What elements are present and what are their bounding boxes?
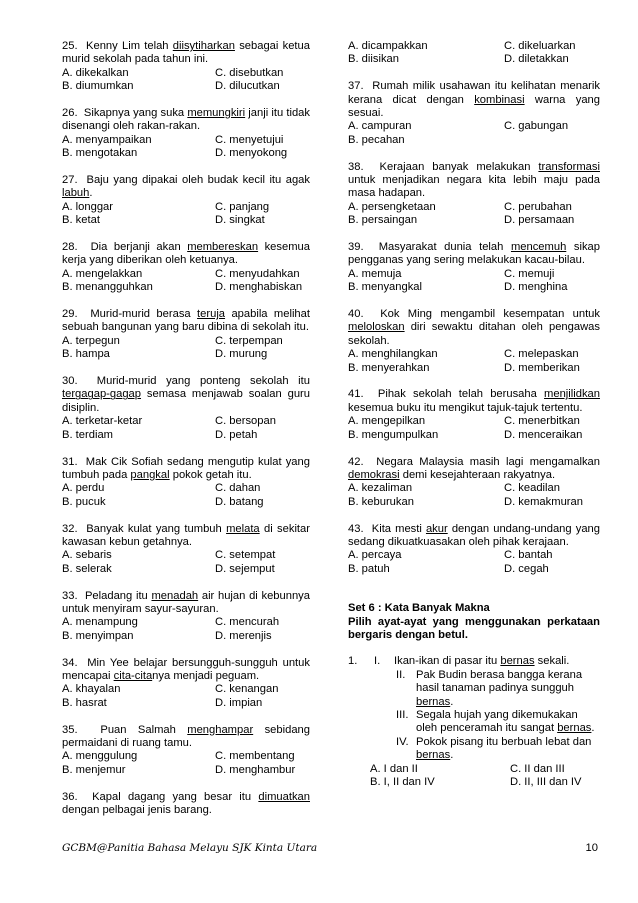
answer-option: A. percaya <box>348 549 402 562</box>
question-stem <box>62 657 310 684</box>
answer-option: A. terketar-ketar <box>62 415 143 428</box>
question-number: 29. <box>62 308 91 321</box>
answer-option: D. batang <box>215 495 264 508</box>
question <box>62 174 310 228</box>
question <box>348 655 600 789</box>
answer-option: D. menghabiskan <box>215 281 303 294</box>
answer-option: D. II, III dan IV <box>510 776 582 789</box>
footer-credit: GCBM@Panitia Bahasa Melayu SJK Kinta Utara <box>62 842 318 854</box>
question <box>348 80 600 147</box>
answer-options <box>62 335 310 362</box>
question-stem <box>62 590 310 617</box>
question-stem <box>62 107 310 134</box>
answer-option: A. khayalan <box>62 683 121 696</box>
stem-text: sebidang permaidani di ruang tamu. <box>62 723 310 749</box>
answer-option: D. persamaan <box>504 214 575 227</box>
question-stem <box>62 308 310 335</box>
underlined-word: diisytiharkan <box>172 40 235 52</box>
answer-option: B. persaingan <box>348 214 418 227</box>
stem-text: . <box>89 187 93 200</box>
answer-options <box>348 549 600 576</box>
answer-option: C. setempat <box>215 549 276 562</box>
question-number: 37. <box>348 80 373 93</box>
question-stem <box>62 40 310 67</box>
answer-options <box>348 120 600 147</box>
statement-text <box>416 736 600 763</box>
question-number: 34. <box>62 656 88 669</box>
question-stem <box>62 456 310 483</box>
question <box>62 791 310 818</box>
answer-option: A. campuran <box>348 120 412 133</box>
stem-text: Kenny Lim telah <box>86 40 173 52</box>
stem-text: Dia berjanji akan <box>90 241 188 254</box>
answer-options <box>62 134 310 161</box>
stem-text: dengan undang-undang yang sedang dikuatkuasakan oleh pihak kerajaan. <box>348 522 600 548</box>
question-number: 27. <box>62 174 87 187</box>
question <box>62 657 310 711</box>
stem-text: Murid-murid yang ponteng sekolah itu <box>96 375 310 388</box>
question-stem <box>62 724 310 751</box>
underlined-word: menghampar <box>187 723 254 736</box>
statement <box>374 655 600 668</box>
answer-option: C. menyetujui <box>215 133 284 146</box>
question-stem <box>348 456 600 483</box>
question-stem <box>348 308 600 348</box>
answer-options <box>62 67 310 94</box>
stem-text: Pihak sekolah telah berusaha <box>377 388 545 401</box>
question-number: 36. <box>62 790 93 803</box>
stem-text: Ikan-ikan di pasar itu <box>394 655 501 668</box>
answer-option: D. memberikan <box>504 361 580 374</box>
answer-option: C. II dan III <box>510 762 565 775</box>
question-row <box>348 655 600 762</box>
stem-text: Puan Salmah <box>100 723 188 736</box>
answer-option: A. mengelakkan <box>62 267 143 280</box>
answer-option: A. kezaliman <box>348 482 413 495</box>
stem-text: Masyarakat dunia telah <box>378 241 511 254</box>
question <box>62 590 310 644</box>
stem-text: dengan pelbagai jenis barang. <box>62 803 212 816</box>
underlined-word: demokrasi <box>348 468 400 481</box>
underlined-word: memungkiri <box>187 107 246 120</box>
stem-text: Segala hujah yang dikemukakan oleh penceramah itu sangat <box>416 708 578 735</box>
answer-option: D. kemakmuran <box>504 495 583 508</box>
answer-option: B. menyerahkan <box>348 361 430 374</box>
answer-option: B. keburukan <box>348 495 414 508</box>
question-stem <box>348 388 600 415</box>
answer-option: C. bersopan <box>215 415 276 428</box>
answer-option: A. I dan II <box>370 762 418 775</box>
question-number: 28. <box>62 241 91 254</box>
answer-option: D. menghambur <box>215 763 296 776</box>
answer-option: A. memuja <box>348 267 402 280</box>
underlined-word: pangkal <box>130 468 170 481</box>
stem-text: semasa menjawab soalan guru disiplin. <box>62 388 310 414</box>
question-number: 43. <box>348 522 372 535</box>
statement-list <box>374 655 600 762</box>
question-stem <box>62 791 310 818</box>
stem-text: Peladang itu <box>84 589 152 602</box>
answer-option: D. menceraikan <box>504 428 583 441</box>
question-number: 35. <box>62 723 101 736</box>
statement <box>396 669 600 709</box>
answer-option: B. terdiam <box>62 428 113 441</box>
question-number: 39. <box>348 241 379 254</box>
underlined-word: labuh <box>62 187 90 200</box>
answer-option: D. cegah <box>504 562 549 575</box>
answer-option: B. menyimpan <box>62 629 134 642</box>
answer-options <box>62 482 310 509</box>
stem-text: diri sewaktu ditahan oleh pengawas sekolah. <box>348 321 600 347</box>
statement-text <box>394 655 600 668</box>
answer-option: C. menyudahkan <box>215 267 300 280</box>
stem-text: Baju yang dipakai oleh budak kecil itu agak <box>86 174 310 187</box>
answer-option: A. menghilangkan <box>348 348 438 361</box>
answer-option: A. longgar <box>62 200 113 213</box>
roman-numeral: I. <box>374 655 381 668</box>
question-stem <box>62 523 310 550</box>
answer-option: D. petah <box>215 428 258 441</box>
answer-option: B. selerak <box>62 562 112 575</box>
question-number: 25. <box>62 40 87 52</box>
answer-option: C. melepaskan <box>504 348 579 361</box>
answer-option: A. menggulung <box>62 750 138 763</box>
answer-option: D. menyokong <box>215 147 288 160</box>
question-continued <box>348 40 600 67</box>
stem-text: Kapal dagang yang besar itu <box>92 790 259 803</box>
answer-option: B. pucuk <box>62 495 106 508</box>
page-footer <box>62 842 598 858</box>
answer-option: C. perubahan <box>504 200 572 213</box>
stem-text: untuk menjadikan negara kita lebih maju pada masa hadapan. <box>348 174 600 200</box>
answer-options <box>62 415 310 442</box>
stem-text: Kita mesti <box>371 522 426 535</box>
underlined-word: melata <box>226 522 260 535</box>
question <box>62 308 310 362</box>
underlined-word: cita-cita <box>113 669 153 682</box>
question-number: 33. <box>62 589 85 602</box>
answer-options <box>62 683 310 710</box>
underlined-word: meloloskan <box>348 321 405 334</box>
answer-option: D. singkat <box>215 214 265 227</box>
question <box>348 523 600 577</box>
stem-text: Sikapnya yang suka <box>83 107 188 120</box>
answer-option: D. sejemput <box>215 562 275 575</box>
answer-option: B. menyangkal <box>348 281 423 294</box>
answer-option: B. menjemur <box>62 763 126 776</box>
underlined-word: teruja <box>197 308 226 321</box>
stem-text: Kerajaan banyak melakukan <box>379 160 539 173</box>
underlined-word: bernas <box>416 749 451 762</box>
answer-option: C. keadilan <box>504 482 560 495</box>
answer-option: B. menangguhkan <box>62 281 153 294</box>
question-stem <box>62 375 310 415</box>
question <box>62 523 310 577</box>
stem-text: . <box>450 695 454 708</box>
roman-numeral: III. <box>396 708 409 721</box>
answer-option: D. dilucutkan <box>215 80 280 93</box>
answer-option: B. I, II dan IV <box>370 776 435 789</box>
answer-option: A. sebaris <box>62 549 112 562</box>
question <box>62 375 310 442</box>
underlined-word: menjilidkan <box>544 388 600 401</box>
underlined-word: kombinasi <box>474 93 525 106</box>
answer-options <box>62 750 310 777</box>
answer-option: A. mengepilkan <box>348 415 426 428</box>
stem-text: demi kesejahteraan rakyatnya. <box>399 468 556 481</box>
underlined-word: transformasi <box>538 160 600 173</box>
answer-option: A. perdu <box>62 482 105 495</box>
stem-text: Pokok pisang itu berbuah lebat dan <box>416 735 592 748</box>
answer-option: B. diumumkan <box>62 80 134 93</box>
answer-option: B. pecahan <box>348 133 405 146</box>
answer-option: B. patuh <box>348 562 390 575</box>
question <box>62 456 310 510</box>
answer-option: B. ketat <box>62 214 100 227</box>
question <box>62 724 310 778</box>
question-number: 41. <box>348 388 378 401</box>
stem-text: Kok Ming mengambil kesempatan untuk <box>380 308 600 321</box>
statement <box>396 736 600 763</box>
question <box>62 40 310 94</box>
underlined-word: akur <box>425 522 448 535</box>
question-stem <box>62 241 310 268</box>
answer-options <box>348 40 600 67</box>
answer-option: C. panjang <box>215 200 270 213</box>
underlined-word: menadah <box>151 589 199 602</box>
answer-option: C. mencurah <box>215 616 280 629</box>
statement-text <box>416 669 600 709</box>
question-stem <box>348 241 600 268</box>
stem-text: Negara Malaysia masih lagi mengamalkan <box>376 455 600 468</box>
underlined-word: bernas <box>557 722 592 735</box>
answer-options <box>62 201 310 228</box>
answer-option: D. menghina <box>504 281 568 294</box>
question-stem <box>62 174 310 201</box>
underlined-word: bernas <box>500 655 535 668</box>
stem-text: janji itu tidak disenangi oleh rakan-rakan. <box>62 107 310 133</box>
answer-option: C. terpempan <box>215 334 283 347</box>
statement <box>396 709 600 736</box>
answer-option: D. murung <box>215 348 268 361</box>
stem-text: . <box>591 722 595 735</box>
stem-text: pokok getah itu. <box>169 468 252 481</box>
answer-option: A. menampung <box>62 616 138 629</box>
page-number: 10 <box>585 842 598 854</box>
section-heading: Set 6 : Kata Banyak Makna <box>348 602 490 615</box>
question <box>348 388 600 442</box>
stem-text: sekali. <box>534 655 570 668</box>
question-stem <box>348 80 600 120</box>
answer-option: D. impian <box>215 696 263 709</box>
stem-text: nya menjadi peguam. <box>152 669 260 682</box>
answer-option: D. diletakkan <box>504 53 569 66</box>
stem-text: di sekitar kawasan kebun getahnya. <box>62 522 310 548</box>
question <box>62 107 310 161</box>
question <box>348 241 600 295</box>
question-number: 1. <box>348 655 358 668</box>
answer-option: B. hampa <box>62 348 110 361</box>
left-column <box>62 40 310 831</box>
underlined-word: dimuatkan <box>258 790 310 803</box>
question <box>348 308 600 375</box>
question-number: 32. <box>62 522 87 535</box>
question <box>348 456 600 510</box>
answer-option: B. diisikan <box>348 53 399 66</box>
roman-numeral: II. <box>396 668 406 681</box>
question-number: 38. <box>348 160 380 173</box>
stem-text: warna yang sesuai. <box>348 93 600 120</box>
stem-text: Mak Cik Sofiah sedang mengutip kulat yang tumbuh pada <box>62 455 310 481</box>
question <box>348 161 600 228</box>
underlined-word: tergagap-gagap <box>62 388 142 401</box>
stem-text: apabila melihat sebuah bangunan yang baru dibina di sekolah itu. <box>62 308 310 334</box>
answer-option: A. terpegun <box>62 334 120 347</box>
stem-text: . <box>450 749 454 762</box>
answer-option: C. dahan <box>215 482 261 495</box>
question-stem <box>348 161 600 201</box>
answer-options <box>348 348 600 375</box>
roman-numeral: IV. <box>396 735 409 748</box>
stem-text: kesemua kerja yang diberikan oleh ketuanya. <box>62 241 310 267</box>
stem-text: sebagai ketua murid sekolah pada tahun ini. <box>62 40 310 66</box>
answer-option: C. memuji <box>504 267 555 280</box>
stem-text: Banyak kulat yang tumbuh <box>86 522 227 535</box>
answer-option: C. gabungan <box>504 120 569 133</box>
answer-options <box>348 482 600 509</box>
answer-option: B. mengumpulkan <box>348 428 439 441</box>
answer-option: C. dikeluarkan <box>504 40 576 52</box>
question-number: 42. <box>348 455 377 468</box>
question-number: 40. <box>348 308 381 321</box>
statement-text <box>416 709 600 736</box>
question-stem <box>348 523 600 550</box>
answer-option: C. kenangan <box>215 683 279 696</box>
answer-options <box>62 616 310 643</box>
answer-option: A. menyampaikan <box>62 133 152 146</box>
stem-text: Pak Budin berasa bangga kerana hasil tanaman padinya sungguh <box>416 668 583 695</box>
stem-text: Rumah milik usahawan itu kelihatan menarik kerana dicat dengan <box>348 80 600 106</box>
answer-option: C. menerbitkan <box>504 415 580 428</box>
answer-option <box>504 134 600 147</box>
answer-option: C. bantah <box>504 549 553 562</box>
question-number: 30. <box>62 375 97 388</box>
answer-option: C. membentang <box>215 750 295 763</box>
question-number: 31. <box>62 455 86 468</box>
answer-option: B. mengotakan <box>62 147 138 160</box>
answer-options <box>348 201 600 228</box>
answer-option: B. hasrat <box>62 696 107 709</box>
question-number: 26. <box>62 107 84 120</box>
right-column <box>348 40 600 789</box>
stem-text: Min Yee belajar bersungguh-sungguh untuk mencapai <box>62 656 310 682</box>
underlined-word: bernas <box>416 695 451 708</box>
question <box>62 241 310 295</box>
answer-option: A. dicampakkan <box>348 40 428 52</box>
answer-option: D. merenjis <box>215 629 272 642</box>
answer-options <box>62 549 310 576</box>
stem-text: air hujan di kebunnya untuk menyiram sayur-sayuran. <box>62 589 310 615</box>
section-instruction: Pilih ayat-ayat yang menggunakan perkataan bergaris dengan betul. <box>348 615 600 641</box>
answer-options <box>348 415 600 442</box>
answer-option: A. dikekalkan <box>62 66 129 79</box>
answer-option: C. disebutkan <box>215 66 284 79</box>
answer-options <box>62 268 310 295</box>
underlined-word: membereskan <box>187 241 259 254</box>
answer-options <box>370 763 600 790</box>
stem-text: kesemua buku itu mengikut tajuk-tajuk tertentu. <box>348 401 583 414</box>
answer-option: A. persengketaan <box>348 200 436 213</box>
underlined-word: mencemuh <box>510 241 567 254</box>
answer-options <box>348 268 600 295</box>
stem-text: sikap pengganas yang sering melakukan kacau-bilau. <box>348 241 600 267</box>
stem-text: Murid-murid berasa <box>90 308 198 321</box>
